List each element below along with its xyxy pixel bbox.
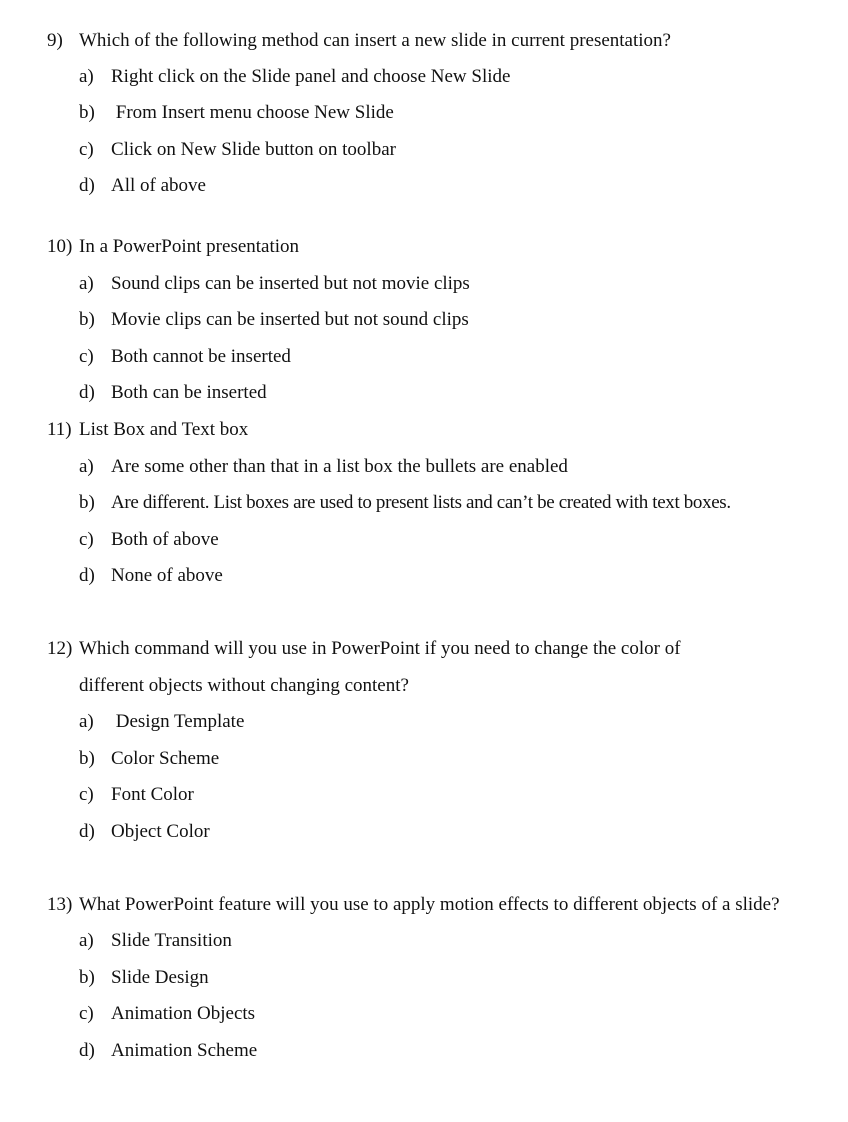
option-text: Slide Design xyxy=(111,967,209,988)
question-text: Which command will you use in PowerPoint if you need to change the color of xyxy=(79,638,681,659)
option-text: None of above xyxy=(111,565,223,586)
option-label: b) xyxy=(79,967,95,988)
option-text: Right click on the Slide panel and choose New Slide xyxy=(111,66,511,87)
option-text: Both can be inserted xyxy=(111,382,267,403)
option-text: Click on New Slide button on toolbar xyxy=(111,139,396,160)
option-text: Design Template xyxy=(111,711,245,732)
option-text: Slide Transition xyxy=(111,930,232,951)
option-text: Both of above xyxy=(111,529,219,550)
option-label: c) xyxy=(79,1003,94,1024)
option-label: d) xyxy=(79,175,95,196)
option-label: d) xyxy=(79,565,95,586)
question-text: In a PowerPoint presentation xyxy=(79,236,300,257)
question-number: 12) xyxy=(47,638,73,659)
question-number: 10) xyxy=(47,236,73,257)
option-text: Color Scheme xyxy=(111,748,220,769)
option-label: c) xyxy=(79,784,94,805)
question-text: What PowerPoint feature will you use to apply motion effects to different objects of a slide? xyxy=(79,894,780,915)
option-label: b) xyxy=(79,309,95,330)
option-label: a) xyxy=(79,711,94,732)
question-text: List Box and Text box xyxy=(79,419,249,440)
option-text: Movie clips can be inserted but not sound clips xyxy=(111,309,469,330)
option-text: From Insert menu choose New Slide xyxy=(111,102,394,123)
option-text: Object Color xyxy=(111,821,210,842)
option-label: b) xyxy=(79,102,95,123)
option-text: Animation Scheme xyxy=(111,1040,258,1061)
option-text: Are different. List boxes are used to present lists and can’t be created with text boxes. xyxy=(111,492,731,513)
option-text: All of above xyxy=(111,175,206,196)
option-label: a) xyxy=(79,456,94,477)
option-label: a) xyxy=(79,930,94,951)
question-number: 13) xyxy=(47,894,73,915)
option-label: c) xyxy=(79,139,94,160)
option-label: b) xyxy=(79,492,95,513)
option-label: b) xyxy=(79,748,95,769)
option-label: c) xyxy=(79,529,94,550)
option-text: Sound clips can be inserted but not movie clips xyxy=(111,273,470,294)
option-label: d) xyxy=(79,1040,95,1061)
option-label: c) xyxy=(79,346,94,367)
question-number: 11) xyxy=(47,419,72,440)
option-label: a) xyxy=(79,66,94,87)
option-label: d) xyxy=(79,821,95,842)
option-label: d) xyxy=(79,382,95,403)
option-text: Animation Objects xyxy=(111,1003,256,1024)
question-text: Which of the following method can insert a new slide in current presentation? xyxy=(79,30,671,51)
option-text: Are some other than that in a list box the bullets are enabled xyxy=(111,456,568,477)
question-text-continued: different objects without changing content? xyxy=(79,675,409,696)
option-label: a) xyxy=(79,273,94,294)
question-number: 9) xyxy=(47,30,63,51)
option-text: Both cannot be inserted xyxy=(111,346,291,367)
option-text: Font Color xyxy=(111,784,194,805)
